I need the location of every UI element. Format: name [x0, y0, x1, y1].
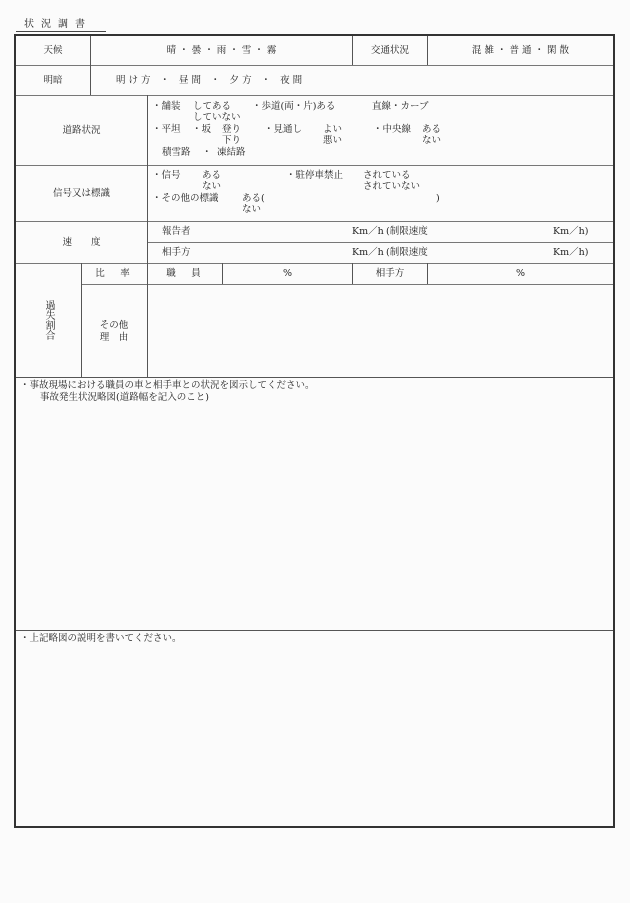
speed-label: 速 度 — [62, 237, 101, 248]
no-parking-yes[interactable]: されている — [363, 170, 411, 181]
road-paved-no[interactable]: していない — [193, 112, 241, 123]
other-signs-no[interactable]: ない — [242, 204, 262, 215]
reason-label-2: 理 由 — [99, 332, 129, 343]
road-visibility-bad[interactable]: 悪い — [323, 135, 343, 146]
other-percent-field[interactable]: % — [515, 268, 526, 279]
lighting-label: 明暗 — [43, 75, 63, 86]
diagram-subtitle: 事故発生状況略図(道路幅を記入のこと) — [40, 392, 209, 403]
road-flat[interactable]: ・平坦 — [152, 124, 181, 135]
weather-options[interactable]: 晴 ・ 曇 ・ 雨 ・ 雪 ・ 霧 — [166, 45, 277, 56]
divider — [16, 377, 613, 378]
report-form — [14, 34, 615, 828]
road-straight-curve[interactable]: 直線・カーブ — [372, 101, 429, 112]
road-visibility-good[interactable]: よい — [323, 124, 343, 135]
signals-label: 信号又は標識 — [52, 188, 110, 199]
road-sidewalk[interactable]: ・歩道(両・片)ある — [252, 101, 336, 112]
speed-limit-label: (制限速度 — [386, 247, 428, 258]
road-slope-up[interactable]: 登り — [222, 124, 242, 135]
traffic-label: 交通状況 — [370, 45, 409, 56]
speed-unit: Km／h — [352, 247, 384, 258]
explanation-field[interactable] — [16, 646, 613, 826]
divider — [16, 630, 613, 631]
signal: ・信号 — [152, 170, 181, 181]
road-paved: ・舗装 — [152, 101, 181, 112]
speed-party: 報告者 — [162, 226, 191, 237]
document-title: 状況調書 — [16, 18, 106, 32]
road-paved-yes[interactable]: してある — [193, 101, 232, 112]
road-snow[interactable]: 積雪路 — [162, 147, 191, 158]
speed-limit-unit: Km／h) — [553, 226, 589, 237]
divider — [16, 221, 613, 222]
no-parking: ・駐停車禁止 — [286, 170, 344, 181]
road-visibility: ・見通し — [264, 124, 303, 135]
lighting-options[interactable]: 明 け 方 ・ 昼 間 ・ 夕 方 ・ 夜 間 — [116, 75, 303, 86]
divider — [16, 95, 613, 96]
speed-party: 相手方 — [162, 247, 191, 258]
speed-limit-unit: Km／h) — [553, 247, 589, 258]
road-slope: ・坂 — [192, 124, 212, 135]
divider — [16, 65, 613, 66]
diagram-drawing-area[interactable] — [16, 404, 613, 630]
speed-limit-label: (制限速度 — [386, 226, 428, 237]
staff-label: 職 員 — [166, 268, 204, 279]
road-centerline-no[interactable]: ない — [422, 135, 442, 146]
road-ice[interactable]: 凍結路 — [217, 147, 246, 158]
speed-unit: Km／h — [352, 226, 384, 237]
road-slope-down[interactable]: 下り — [222, 135, 242, 146]
staff-percent-field[interactable]: % — [282, 268, 293, 279]
signal-yes[interactable]: ある — [202, 170, 222, 181]
road-label: 道路状況 — [62, 125, 101, 136]
reason-field[interactable] — [148, 285, 613, 377]
diagram-instruction: ・事故現場における職員の車と相手車との状況を図示してください。 — [20, 380, 315, 391]
other-signs-yes[interactable]: ある( — [242, 193, 265, 204]
other-party-label: 相手方 — [375, 268, 405, 279]
reason-label-1: その他 — [99, 320, 129, 331]
road-centerline: ・中央線 — [373, 124, 412, 135]
divider — [16, 263, 613, 264]
weather-label: 天候 — [43, 45, 63, 56]
road-separator: ・ — [202, 147, 212, 158]
road-centerline-yes[interactable]: ある — [422, 124, 442, 135]
no-parking-no[interactable]: されていない — [363, 181, 421, 192]
other-signs-close: ) — [436, 193, 440, 204]
traffic-options[interactable]: 混 雑 ・ 普 通 ・ 閑 散 — [471, 45, 570, 56]
explanation-instruction: ・上記略図の説明を書いてください。 — [20, 633, 182, 644]
fault-label: 過失割合 — [43, 300, 54, 340]
divider — [16, 165, 613, 166]
ratio-label: 比 率 — [95, 268, 133, 279]
other-signs: ・その他の標識 — [152, 193, 219, 204]
divider — [147, 242, 613, 243]
signal-no[interactable]: ない — [202, 181, 222, 192]
